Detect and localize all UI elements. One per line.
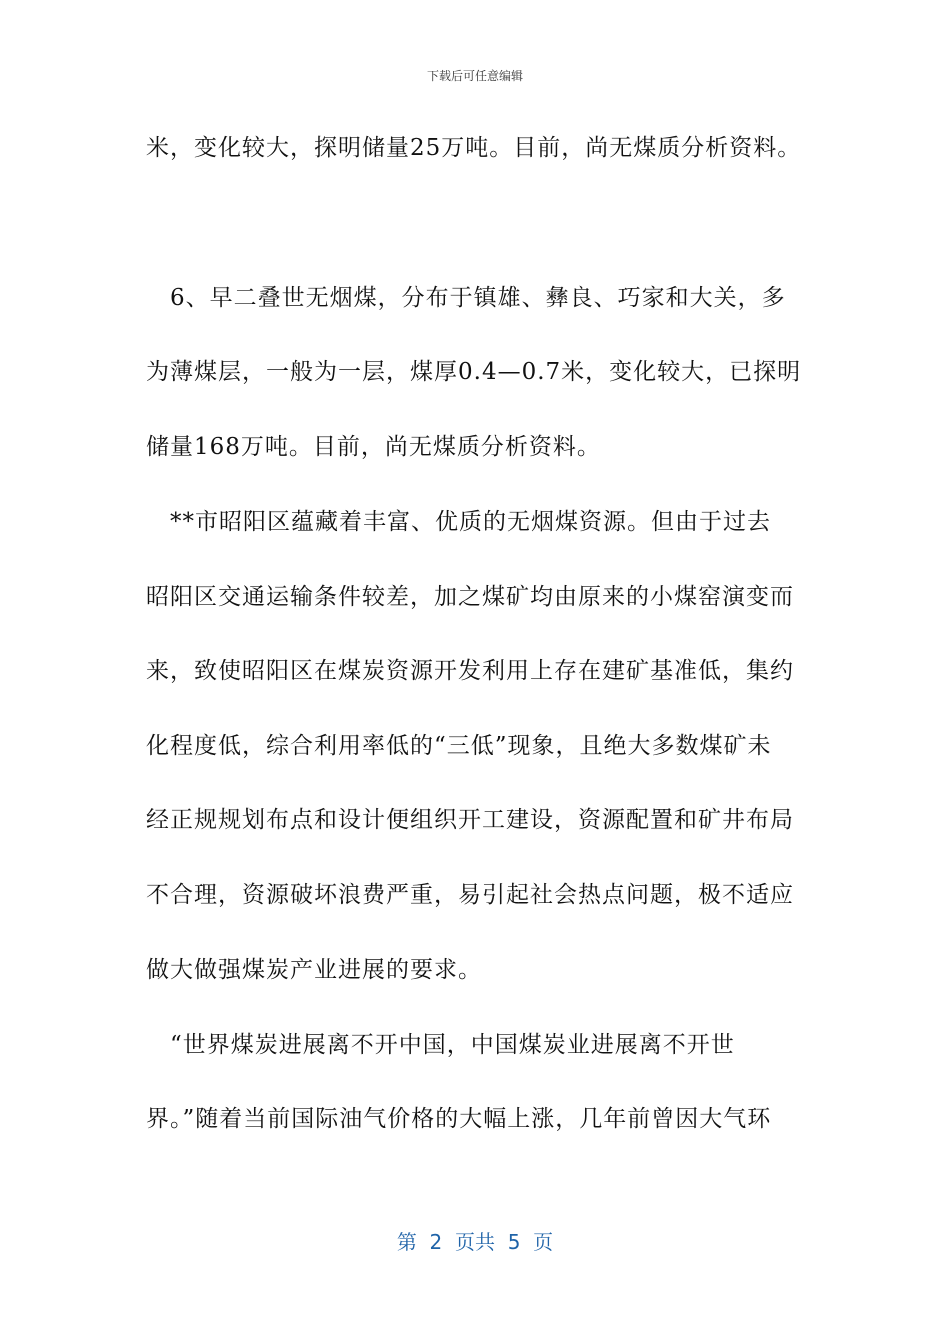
text-line-1: 米，变化较大，探明储量25万吨。目前，尚无煤质分析资料。 (146, 135, 802, 161)
text-line-12: “世界煤炭进展离不开中国，中国煤炭业进展离不开世 (146, 1032, 735, 1058)
page-header-note: 下载后可任意编辑 (426, 69, 523, 83)
text-line-4: 储量168万吨。目前，尚无煤质分析资料。 (146, 434, 601, 460)
text-line-9: 经正规规划布点和设计便组织开工建设，资源配置和矿井布局 (146, 807, 794, 833)
text-line-5: **市昭阳区蕴藏着丰富、优质的无烟煤资源。但由于过去 (146, 509, 771, 535)
text-line-6: 昭阳区交通运输条件较差，加之煤矿均由原来的小煤窑演变而 (146, 584, 794, 610)
text-line-2: 6、早二叠世无烟煤，分布于镇雄、彝良、巧家和大关，多 (146, 285, 786, 311)
text-line-7: 来，致使昭阳区在煤炭资源开发利用上存在建矿基准低，集约 (146, 658, 794, 684)
page-number-footer: 第 2 页共 5 页 (396, 1230, 554, 1254)
text-line-3: 为薄煤层，一般为一层，煤厚0.4—0.7米，变化较大，已探明 (146, 359, 802, 385)
text-line-10: 不合理，资源破坏浪费严重，易引起社会热点问题，极不适应 (146, 882, 794, 908)
text-line-11: 做大做强煤炭产业进展的要求。 (146, 957, 482, 983)
text-line-13: 界。”随着当前国际油气价格的大幅上涨，几年前曾因大气环 (146, 1106, 772, 1132)
text-line-8: 化程度低，综合利用率低的“三低”现象，且绝大多数煤矿未 (146, 733, 772, 759)
